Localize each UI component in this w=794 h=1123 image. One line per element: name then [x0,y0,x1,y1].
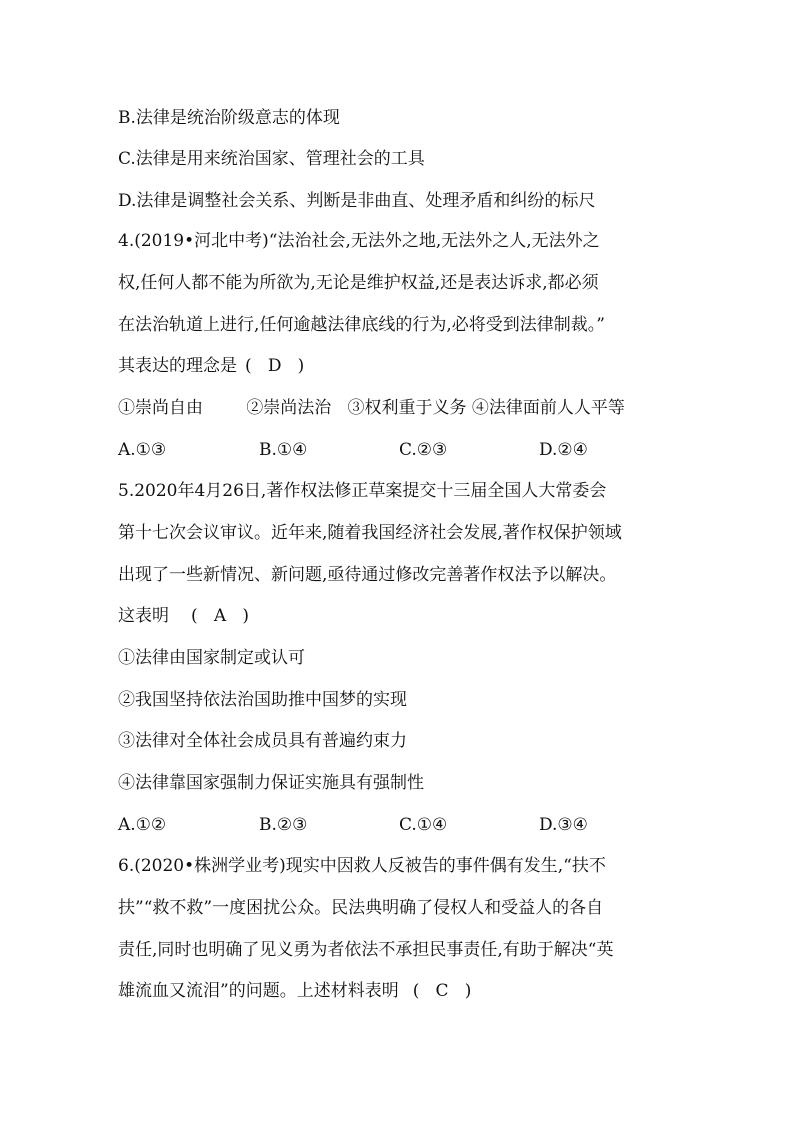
question-4-line-3: 在法治轨道上进行,任何逾越法律底线的行为,必将受到法律制裁。” [118,315,605,335]
q5-statement-2: ②我国坚持依法治国助推中国梦的实现 [118,690,407,710]
question-5-answer: ( A ) [191,606,249,626]
question-6-line-4 [118,979,471,1003]
q4-option-d: D.②④ [539,440,588,460]
q5-option-d: D.③④ [539,815,588,835]
question-4-answer: ( D ) [245,356,305,376]
question-4-line-2: 权,任何人都不能为所欲为,无论是维护权益,还是表达诉求,都必须 [118,273,599,293]
q5-option-b: B.②③ [259,815,308,835]
question-5-stem-end: 这表明 [118,606,169,626]
q4-option-a: A.①③ [118,440,167,460]
question-6-line-2: 扶”“救不救”一度困扰公众。民法典明确了侵权人和受益人的各自 [118,898,604,918]
question-4-line-1: 4.(2019•河北中考)“法治社会,无法外之地,无法外之人,无法外之 [118,231,600,251]
question-6-answer: ( C ) [412,981,472,1001]
q5-option-a: A.①② [118,815,167,835]
question-5-line-4 [118,604,249,628]
q5-statement-1: ①法律由国家制定或认可 [118,648,305,668]
question-4-line-4 [118,354,304,378]
question-6-stem-end: 雄流血又流泪”的问题。上述材料表明 [118,981,399,1001]
question-5-line-2: 第十七次会议审议。近年来,随着我国经济社会发展,著作权保护领域 [118,523,622,543]
q5-statement-4: ④法律靠国家强制力保证实施具有强制性 [118,773,424,793]
option-b-text: B.法律是统治阶级意志的体现 [118,108,340,128]
option-d-text: D.法律是调整社会关系、判断是非曲直、处理矛盾和纠纷的标尺 [118,191,596,211]
option-c-text: C.法律是用来统治国家、管理社会的工具 [118,149,425,169]
question-5-line-3: 出现了一些新情况、新问题,亟待通过修改完善著作权法予以解决。 [118,565,617,585]
question-6-line-3: 责任,同时也明确了见义勇为者依法不承担民事责任,有助于解决“英 [118,940,614,960]
question-5-line-1: 5.2020年4月26日,著作权法修正草案提交十三届全国人大常委会 [118,481,607,501]
question-4-stem-end: 其表达的理念是 [118,356,237,376]
q5-statement-3: ③法律对全体社会成员具有普遍约束力 [118,731,407,751]
question-6-line-1: 6.(2020•株洲学业考)现实中因救人反被告的事件偶有发生,“扶不 [118,856,606,876]
q4-option-b: B.①④ [259,440,308,460]
q4-option-c: C.②③ [399,440,448,460]
question-4-statements: ①崇尚自由 ②崇尚法治 ③权利重于义务 ④法律面前人人平等 [118,398,625,418]
q5-option-c: C.①④ [399,815,448,835]
